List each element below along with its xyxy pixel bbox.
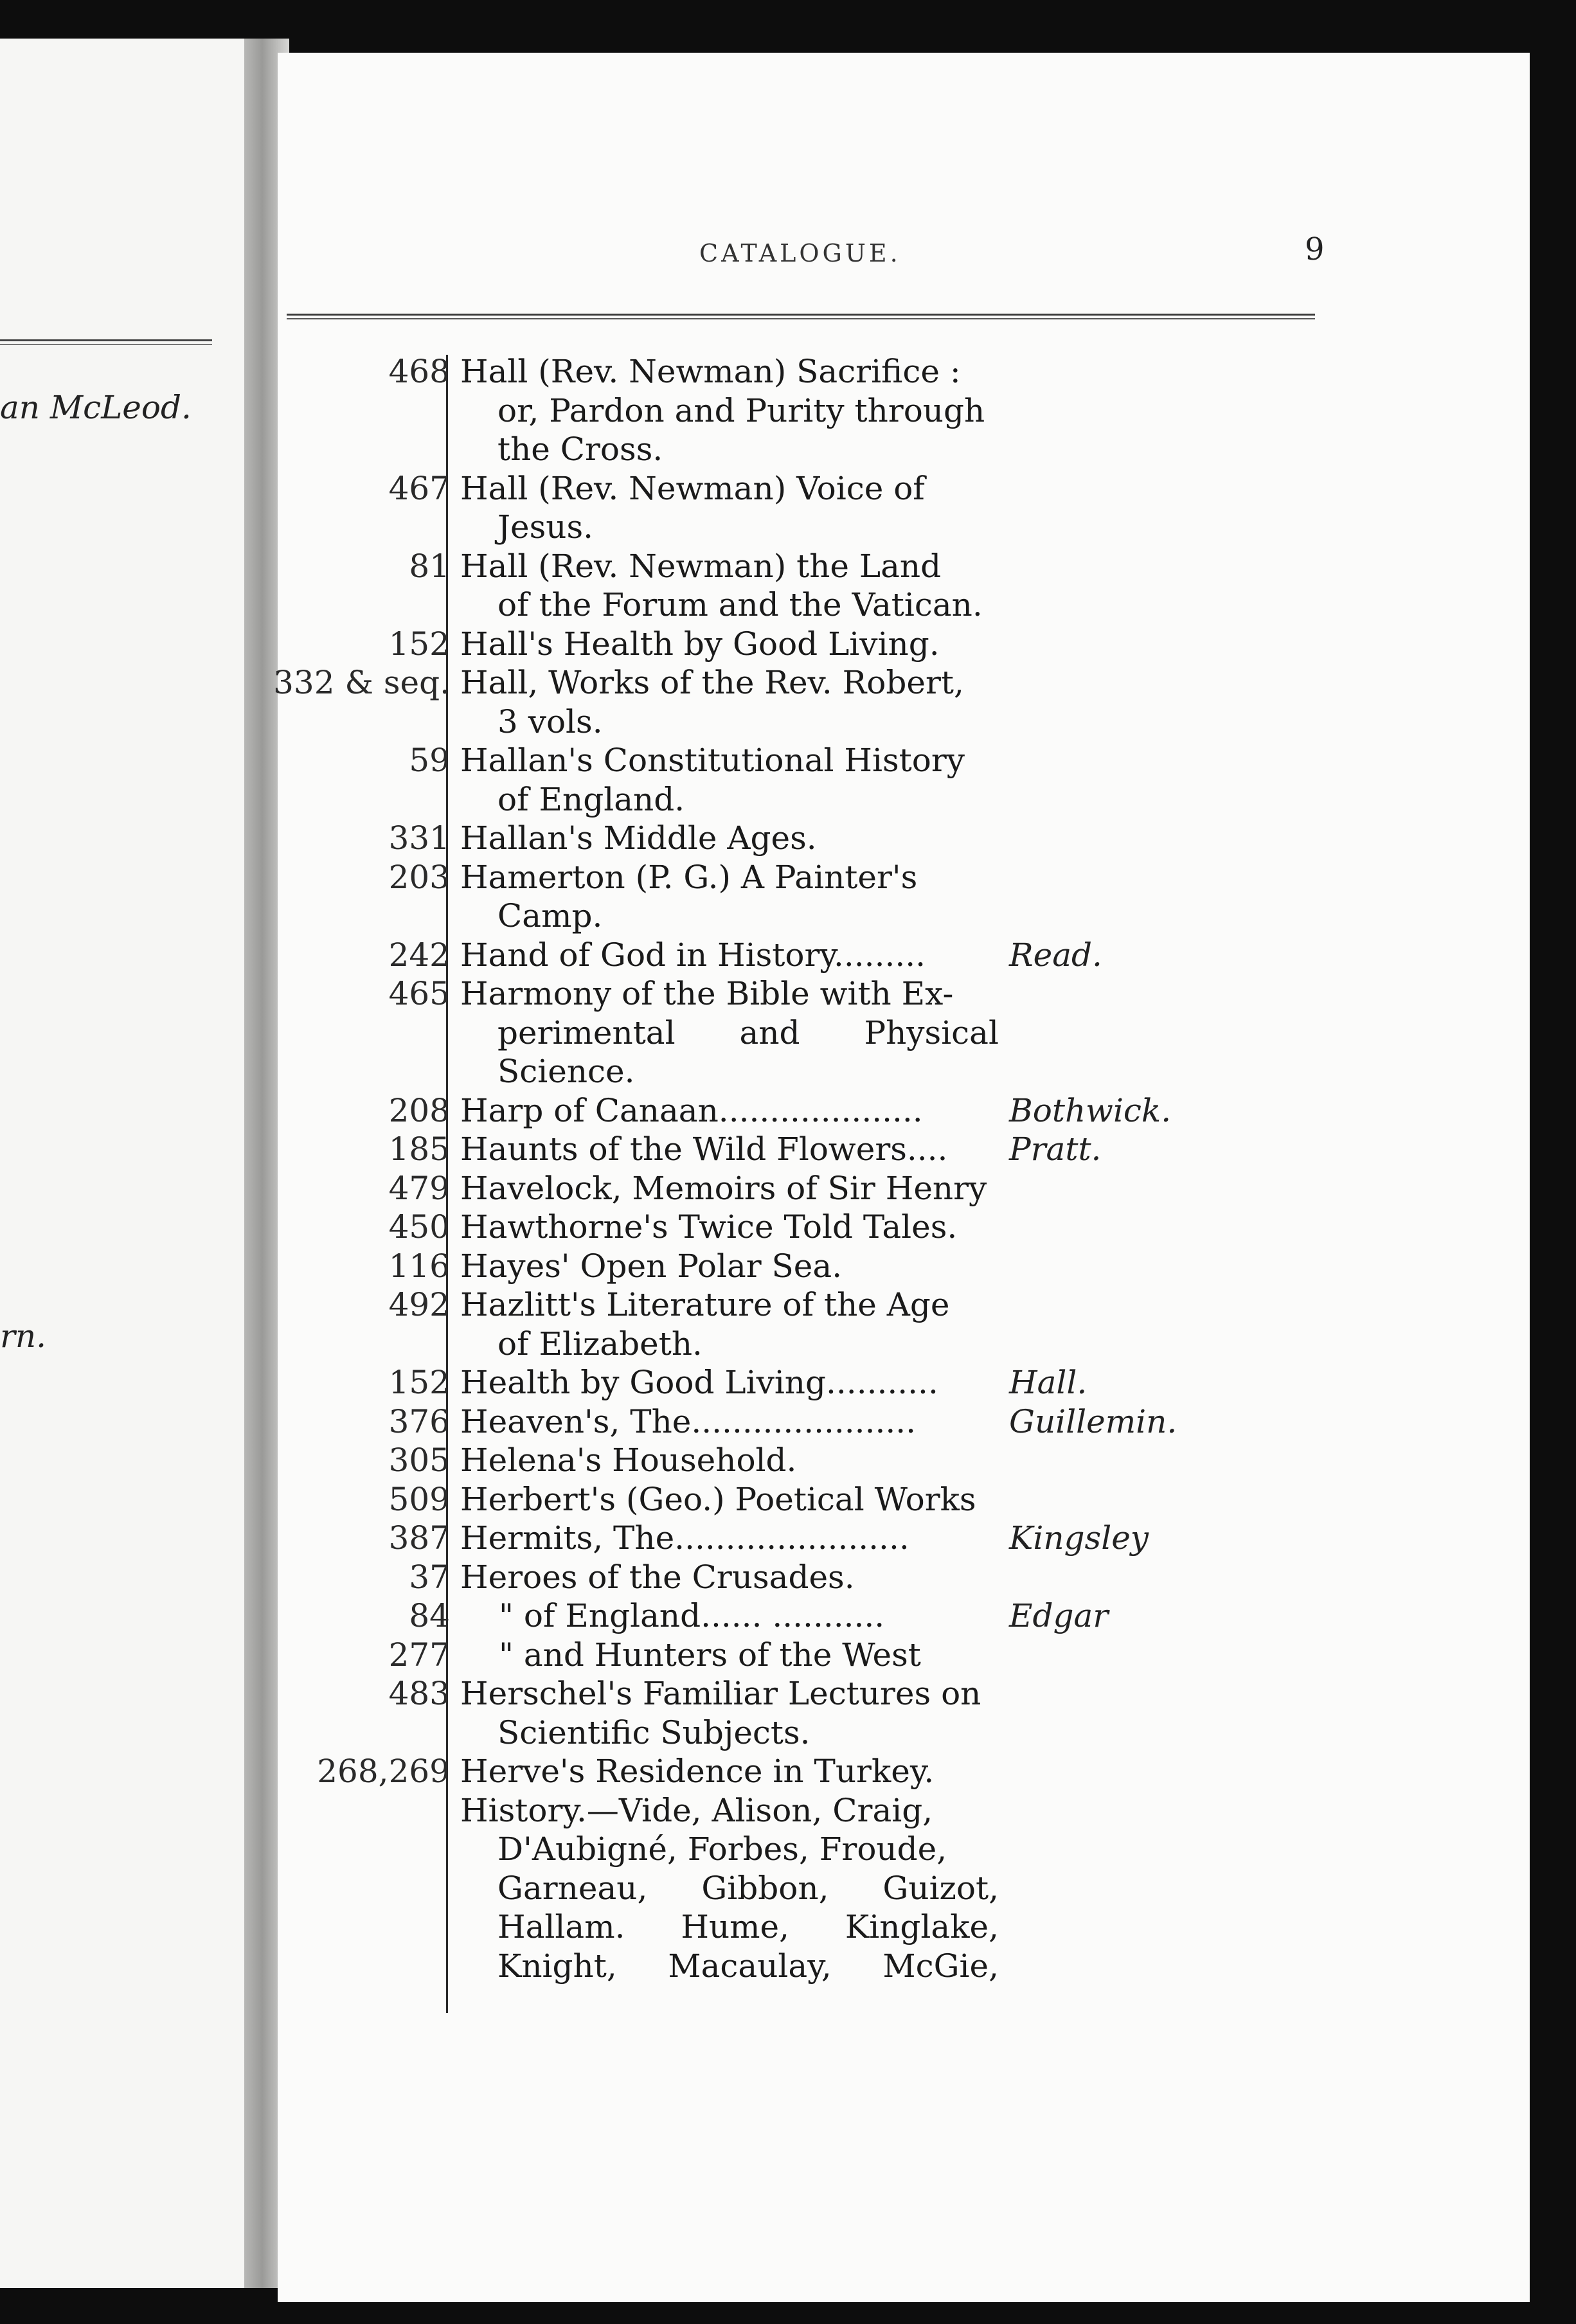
catalogue-entries — [0, 352, 1576, 1985]
catalogue-entry-line — [0, 1752, 1576, 1791]
page-number: 9 — [1305, 231, 1325, 267]
entry-number: 467 — [388, 469, 450, 507]
entry-number: 479 — [388, 1169, 450, 1207]
entry-author: Read. — [1009, 936, 1102, 974]
entry-number: 208 — [388, 1091, 450, 1129]
entry-title: Harp of Canaan.................... — [460, 1091, 923, 1129]
entry-number: 268,269 — [317, 1753, 450, 1790]
entry-title: Health by Good Living........... — [460, 1364, 938, 1401]
entry-title: Hall, Works of the Rev. Robert, — [460, 664, 964, 701]
catalogue-entry-line — [0, 1519, 1576, 1558]
entry-number: 332 & seq. — [273, 664, 450, 701]
entry-author: Guillemin. — [1009, 1402, 1178, 1440]
entry-title: Hall's Health by Good Living. — [460, 625, 940, 663]
facing-page-rule — [0, 339, 212, 345]
catalogue-entry-line — [0, 819, 1576, 858]
catalogue-entry-line — [0, 1596, 1576, 1636]
catalogue-entry-line — [0, 1480, 1576, 1519]
catalogue-entry-line — [0, 1713, 1576, 1753]
running-head: CATALOGUE. — [699, 239, 901, 267]
catalogue-entry-line — [0, 1130, 1576, 1169]
catalogue-entry-line — [0, 1441, 1576, 1480]
entry-title: Herschel's Familiar Lectures on — [460, 1675, 981, 1712]
entry-title: perimental and Physical — [497, 1014, 999, 1051]
catalogue-entry-line — [0, 1947, 1576, 1986]
entry-title: of the Forum and the Vatican. — [497, 586, 983, 623]
entry-title: Knight, Macaulay, McGie, — [497, 1947, 999, 1985]
catalogue-entry-line — [0, 352, 1576, 391]
catalogue-entry-line — [0, 741, 1576, 780]
entry-author: Kingsley — [1009, 1519, 1149, 1557]
entry-title: Hawthorne's Twice Told Tales. — [460, 1208, 958, 1246]
entry-number: 305 — [388, 1442, 450, 1479]
entry-title: Scientific Subjects. — [497, 1713, 810, 1751]
catalogue-entry-line — [0, 1908, 1576, 1947]
entry-title: Haunts of the Wild Flowers.... — [460, 1131, 948, 1168]
header-rule — [287, 314, 1315, 319]
entry-number: 152 — [388, 1364, 450, 1401]
entry-number: 450 — [388, 1208, 450, 1246]
entry-number: 387 — [388, 1519, 450, 1557]
entry-title: Helena's Household. — [460, 1442, 797, 1479]
entry-title: Herve's Residence in Turkey. — [460, 1753, 935, 1790]
entry-number: 152 — [388, 625, 450, 663]
catalogue-entry-line — [0, 1285, 1576, 1325]
entry-number: 185 — [388, 1131, 450, 1168]
entry-title: Heaven's, The...................... — [460, 1402, 917, 1440]
entry-title: of Elizabeth. — [497, 1325, 703, 1363]
entry-title: " of England...... ........... — [499, 1597, 885, 1634]
catalogue-entry-line — [0, 1791, 1576, 1830]
entry-title: Garneau, Gibbon, Guizot, — [497, 1869, 999, 1907]
catalogue-entry-line — [0, 1247, 1576, 1286]
entry-number: 37 — [409, 1558, 450, 1596]
entry-title: " and Hunters of the West — [499, 1636, 921, 1674]
catalogue-entry-line — [0, 1325, 1576, 1364]
entry-title: Heroes of the Crusades. — [460, 1558, 855, 1596]
entry-number: 492 — [388, 1286, 450, 1323]
catalogue-entry-line — [0, 1052, 1576, 1091]
catalogue-entry-line — [0, 1208, 1576, 1247]
entry-title: or, Pardon and Purity through — [497, 391, 985, 429]
catalogue-entry-line — [0, 391, 1576, 431]
entry-title: Jesus. — [497, 508, 594, 546]
entry-title: Havelock, Memoirs of Sir Henry — [460, 1169, 987, 1207]
entry-title: of England. — [497, 780, 685, 818]
catalogue-entry-line — [0, 974, 1576, 1014]
entry-author: Hall. — [1009, 1364, 1088, 1401]
facing-page-fragment: an McLeod. — [0, 389, 192, 426]
catalogue-entry-line — [0, 1363, 1576, 1402]
entry-title: Hall (Rev. Newman) Voice of — [460, 469, 925, 507]
catalogue-entry-line — [0, 936, 1576, 975]
catalogue-entry-line — [0, 430, 1576, 469]
catalogue-entry-line — [0, 469, 1576, 508]
entry-title: Hayes' Open Polar Sea. — [460, 1247, 843, 1285]
entry-title: Hamerton (P. G.) A Painter's — [460, 858, 918, 896]
catalogue-entry-line — [0, 897, 1576, 936]
entry-title: Camp. — [497, 897, 603, 934]
facing-page-fragment: rn. — [0, 1318, 46, 1355]
entry-title: Hallan's Middle Ages. — [460, 819, 817, 857]
entry-title: D'Aubigné, Forbes, Froude, — [497, 1830, 947, 1868]
entry-number: 509 — [388, 1480, 450, 1518]
entry-number: 59 — [409, 742, 450, 779]
catalogue-entry-line — [0, 1091, 1576, 1131]
entry-number: 81 — [409, 547, 450, 585]
catalogue-entry-line — [0, 1014, 1576, 1053]
entry-title: Hazlitt's Literature of the Age — [460, 1286, 950, 1323]
entry-author: Edgar — [1009, 1597, 1109, 1634]
catalogue-entry-line — [0, 1636, 1576, 1675]
entry-number: 84 — [409, 1597, 450, 1634]
catalogue-entry-line — [0, 1869, 1576, 1908]
entry-title: Harmony of the Bible with Ex- — [460, 975, 954, 1012]
catalogue-entry-line — [0, 1674, 1576, 1713]
entry-number: 277 — [388, 1636, 450, 1674]
entry-number: 242 — [388, 936, 450, 974]
catalogue-entry-line — [0, 858, 1576, 897]
entry-title: History.—Vide, Alison, Craig, — [460, 1791, 933, 1829]
entry-title: Science. — [497, 1053, 635, 1090]
catalogue-entry-line — [0, 1169, 1576, 1208]
entry-title: Herbert's (Geo.) Poetical Works — [460, 1480, 976, 1518]
entry-number: 203 — [388, 858, 450, 896]
catalogue-entry-line — [0, 625, 1576, 664]
entry-title: Hall (Rev. Newman) Sacrifice : — [460, 353, 961, 390]
entry-number: 483 — [388, 1675, 450, 1712]
catalogue-entry-line — [0, 508, 1576, 547]
catalogue-entry-line — [0, 702, 1576, 742]
entry-title: the Cross. — [497, 431, 663, 468]
catalogue-entry-line — [0, 1402, 1576, 1442]
catalogue-entry-line — [0, 547, 1576, 586]
entry-title: Hall (Rev. Newman) the Land — [460, 547, 942, 585]
catalogue-entry-line — [0, 1558, 1576, 1597]
entry-author: Bothwick. — [1009, 1091, 1172, 1129]
entry-number: 468 — [388, 353, 450, 390]
entry-author: Pratt. — [1009, 1131, 1102, 1168]
entry-number: 465 — [388, 975, 450, 1012]
entry-title: 3 vols. — [497, 702, 603, 740]
catalogue-entry-line — [0, 663, 1576, 702]
entry-title: Hand of God in History......... — [460, 936, 926, 974]
entry-number: 376 — [388, 1402, 450, 1440]
entry-title: Hallan's Constitutional History — [460, 742, 965, 779]
catalogue-entry-line — [0, 585, 1576, 625]
catalogue-entry-line — [0, 780, 1576, 819]
entry-title: Hallam. Hume, Kinglake, — [497, 1908, 999, 1945]
entry-number: 116 — [388, 1247, 450, 1285]
entry-title: Hermits, The....................... — [460, 1519, 909, 1557]
catalogue-entry-line — [0, 1830, 1576, 1869]
entry-number: 331 — [388, 819, 450, 857]
